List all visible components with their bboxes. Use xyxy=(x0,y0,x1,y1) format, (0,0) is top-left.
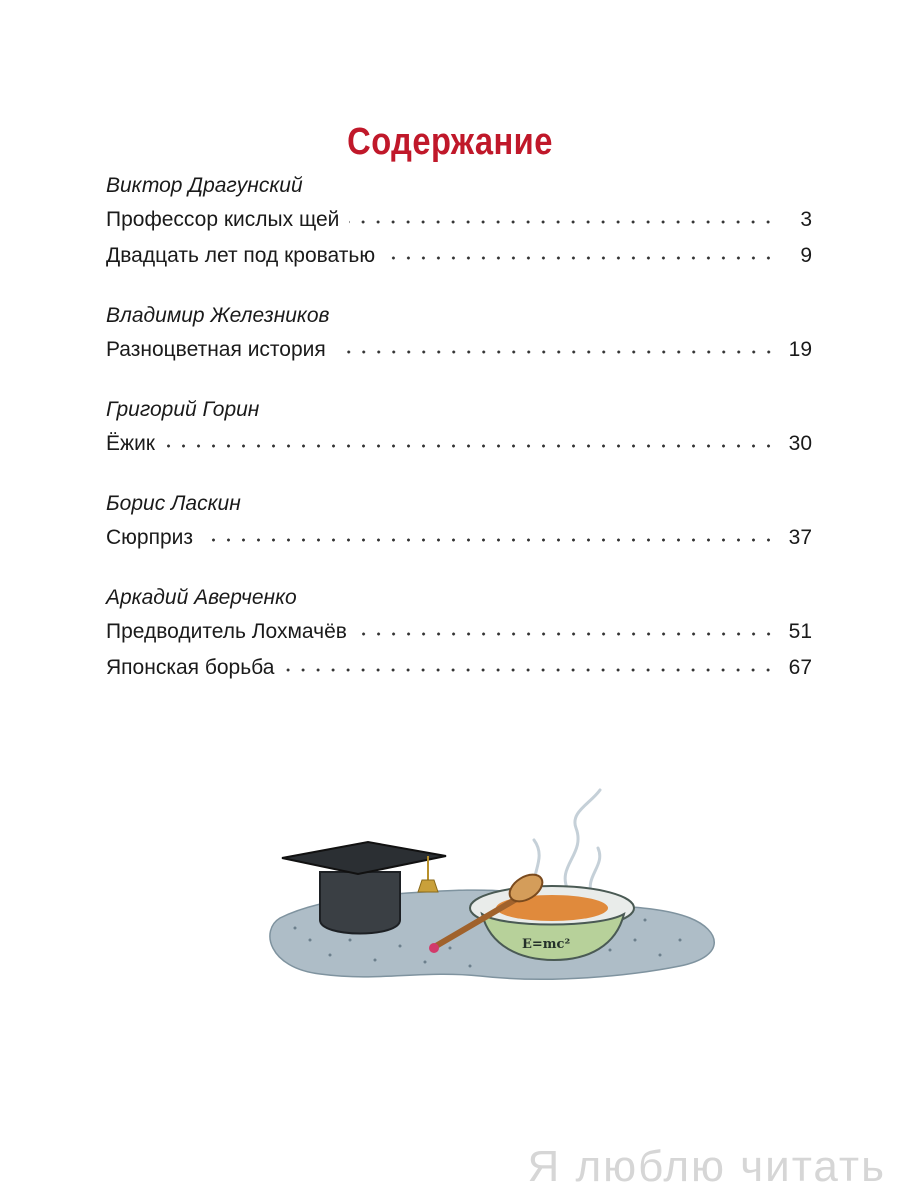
dot-leader xyxy=(357,632,776,636)
entry-page-number: 30 xyxy=(788,432,812,455)
entry-title: Сюрприз xyxy=(106,526,194,549)
page-title: Содержание xyxy=(347,121,553,164)
toc-author-block xyxy=(106,170,812,274)
author-name: Виктор Драгунский xyxy=(106,174,303,197)
dot-leader xyxy=(203,538,776,542)
entry-title: Ёжик xyxy=(106,432,155,455)
entry-page-number: 9 xyxy=(800,244,812,267)
toc-author-block xyxy=(106,488,812,556)
author-name: Аркадий Аверченко xyxy=(106,586,297,609)
toc-author-block xyxy=(106,300,812,368)
toc-author-block xyxy=(106,582,812,686)
entry-title: Профессор кислых щей xyxy=(106,208,340,231)
entry-page-number: 51 xyxy=(788,620,812,643)
author-name: Борис Ласкин xyxy=(106,492,241,515)
entry-page-number: 19 xyxy=(788,338,812,361)
dot-leader xyxy=(349,220,776,224)
toc-entry[interactable] xyxy=(106,650,812,686)
author-name: Григорий Горин xyxy=(106,398,260,421)
entry-page-number: 3 xyxy=(800,208,812,231)
author-name: Владимир Железников xyxy=(106,304,330,327)
entry-title: Японская борьба xyxy=(106,656,275,679)
table-of-contents xyxy=(106,170,812,712)
toc-entry[interactable] xyxy=(106,332,812,368)
toc-entry[interactable] xyxy=(106,202,812,238)
toc-entry[interactable] xyxy=(106,426,812,462)
toc-entry[interactable] xyxy=(106,520,812,556)
dot-leader xyxy=(336,350,776,354)
dot-leader xyxy=(165,444,776,448)
dot-leader xyxy=(385,256,776,260)
illustration xyxy=(250,770,730,1000)
toc-entry[interactable] xyxy=(106,614,812,650)
entry-title: Предводитель Лохмачёв xyxy=(106,620,347,643)
entry-title: Разноцветная история xyxy=(106,338,326,361)
toc-author-block xyxy=(106,394,812,462)
entry-page-number: 37 xyxy=(788,526,812,549)
formula-text: E=mc² xyxy=(522,937,571,952)
entry-page-number: 67 xyxy=(788,656,812,679)
watermark: Я люблю читать xyxy=(527,1142,886,1191)
dot-leader xyxy=(284,668,776,672)
toc-entry[interactable] xyxy=(106,238,812,274)
entry-title: Двадцать лет под кроватью xyxy=(106,244,376,267)
